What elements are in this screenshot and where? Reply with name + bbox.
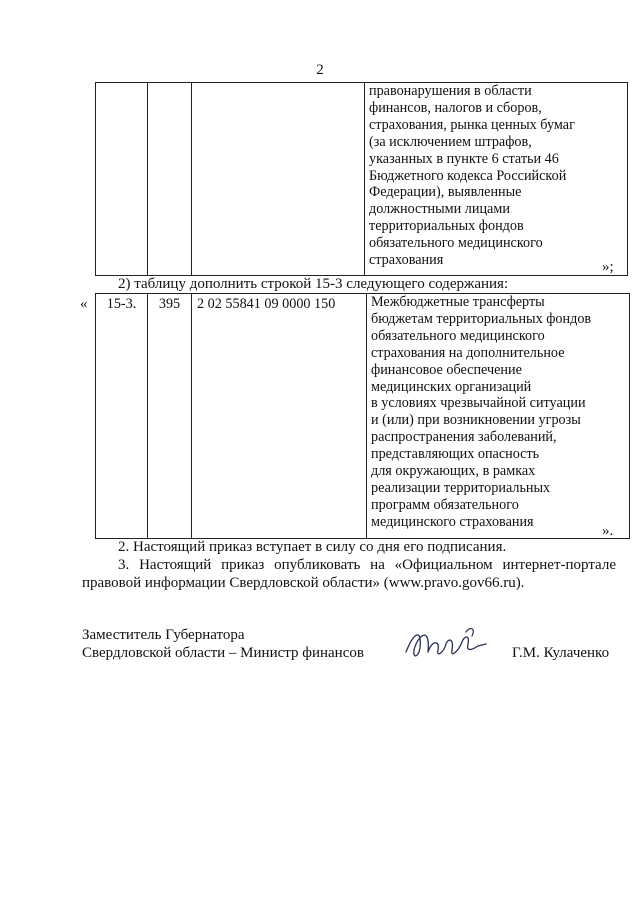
signatory-position-line-2: Свердловской области – Министр финансов <box>82 645 364 661</box>
table-continuation <box>95 82 628 276</box>
budget-classification-code: 2 02 55841 09 0000 150 <box>192 294 367 539</box>
table-cell-description: правонарушения в области финансов, налогов и сборов, страхования, рынка ценных бумаг (за исключением штрафов, указанных в пункте 6 статьи 46 Бюджетного кодекса Российской Федерации), выявленные должностными лицами территориальных фондов обязательного медицинского страхования <box>365 83 628 276</box>
signatory-position-line-1: Заместитель Губернатора <box>82 627 245 643</box>
table-cell-empty <box>96 83 148 276</box>
paragraph-2: 2. Настоящий приказ вступает в силу со дня его подписания. <box>118 539 507 555</box>
paragraph-3-line-2: правовой информации Свердловской области» (www.pravo.gov66.ru). <box>82 575 525 591</box>
page-number: 2 <box>316 62 324 78</box>
handwritten-signature <box>400 622 500 668</box>
item-2-intro: 2) таблицу дополнить строкой 15-3 следующего содержания: <box>118 276 509 292</box>
paragraph-3-line-1: 3. Настоящий приказ опубликовать на «Официальном интернет-портале <box>118 557 616 573</box>
table-cell-empty <box>192 83 365 276</box>
opening-quote-mark: « <box>80 296 88 312</box>
row-number: 15-3. <box>96 294 148 539</box>
table-cell-empty <box>148 83 192 276</box>
row-description: Межбюджетные трансферты бюджетам территориальных фондов обязательного медицинского страхования на дополнительное финансовое обеспечение медицинских организаций в условиях чрезвычайной ситуации и (или) при возникновении угрозы распространения заболеваний, представляющих опасность для окружающих, в рамках реализации территориальных программ обязательного медицинского страхования <box>367 294 630 539</box>
closing-quote-mark: ». <box>602 523 614 539</box>
admin-code: 395 <box>148 294 192 539</box>
table-new-row <box>95 293 630 539</box>
signatory-name: Г.М. Кулаченко <box>512 645 610 661</box>
closing-quote-mark: »; <box>602 259 614 275</box>
